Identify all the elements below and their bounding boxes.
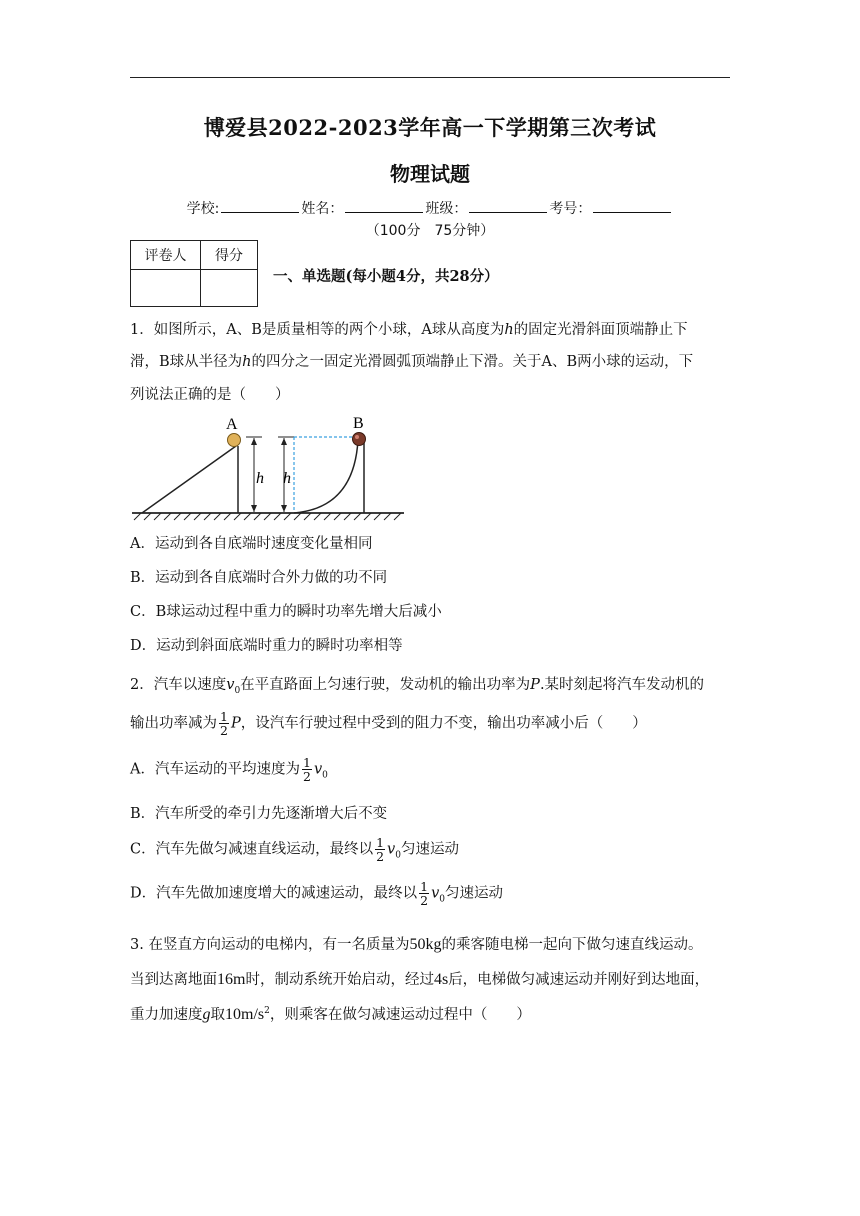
h-label-right: h	[283, 470, 291, 487]
exam-subtitle: 物理试题	[390, 162, 470, 186]
name-label: 姓名：	[301, 201, 344, 217]
q2-option-a: A．汽车运动的平均速度为 $\frac{1}{2}$ $v_0$	[130, 755, 328, 784]
id-field[interactable]	[593, 200, 671, 213]
ground-hatching	[134, 513, 401, 520]
grader-cell[interactable]	[131, 270, 201, 307]
q1-stem-line3: 列说法正确的是（ ）	[130, 387, 290, 403]
q2-option-d: D．汽车先做加速度增大的减速运动，最终以 $\frac{1}{2}$ $v_0$匀速运动	[130, 879, 504, 908]
q1-option-d: D．运动到斜面底端时重力的瞬时功率相等	[130, 638, 403, 654]
grader-label: 评卷人	[131, 241, 201, 270]
school-label: 学校:	[186, 201, 220, 217]
quarter-arc	[294, 440, 358, 513]
label-a: A	[226, 416, 238, 433]
score-cell[interactable]	[201, 270, 258, 307]
fraction-half: $\frac{1}{2}$	[220, 709, 228, 738]
student-info-line	[0, 198, 860, 218]
ball-b	[353, 433, 366, 446]
q2-option-b: B．汽车所受的牵引力先逐渐增大后不变	[130, 806, 388, 822]
score-label: 得分	[201, 241, 258, 270]
q2-stem-line1: 2．汽车以速度$v_0$在平直路面上匀速行驶，发动机的输出功率为P.某时刻起将汽车发动机的	[130, 677, 705, 696]
class-label: 班级：	[425, 201, 468, 217]
q1-stem-line1: 1．如图所示，A、B是质量相等的两个小球，A球从高度为h的固定光滑斜面顶端静止下	[130, 322, 688, 338]
q1-figure	[128, 412, 408, 522]
q3-stem-line3: 重力加速度g取$10m/s^2$，则乘客在做匀减速运动过程中（ ）	[130, 1006, 531, 1023]
score-time: （100分 75分钟）	[365, 223, 495, 239]
school-field[interactable]	[221, 200, 299, 213]
h-label-left: h	[256, 470, 264, 487]
id-label: 考号：	[549, 201, 592, 217]
top-rule	[130, 77, 730, 78]
q1-option-a: A．运动到各自底端时速度变化量相同	[130, 536, 373, 552]
grade-table	[130, 240, 258, 307]
incline-surface	[142, 446, 236, 513]
class-field[interactable]	[469, 200, 547, 213]
q3-stem-line2: 当到达离地面16m时，制动系统开始启动，经过4s后，电梯做匀减速运动并刚好到达地面，	[130, 971, 710, 988]
q2-stem-line2: 输出功率减为 $\frac{1}{2}$ P，设汽车行驶过程中受到的阻力不变，输出功率减小后（ ）	[130, 709, 647, 738]
q3-stem-line1: 3. 在竖直方向运动的电梯内，有一名质量为50kg的乘客随电梯一起向下做匀速直线运动。	[130, 936, 703, 953]
q1-option-c: C．B球运动过程中重力的瞬时功率先增大后减小	[130, 604, 442, 620]
name-field[interactable]	[345, 200, 423, 213]
exam-title: 博爱县2022-2023学年高一下学期第三次考试	[203, 115, 657, 140]
ball-a	[228, 434, 241, 447]
ball-b-highlight	[355, 435, 359, 439]
q1-option-b: B．运动到各自底端时合外力做的功不同	[130, 570, 388, 586]
section-title: 一、单选题(每小题4分，共28分）	[273, 268, 499, 285]
q2-option-c: C．汽车先做匀减速直线运动，最终以 $\frac{1}{2}$ $v_0$匀速运动	[130, 835, 459, 864]
q1-stem-line2: 滑，B球从半径为h的四分之一固定光滑圆弧顶端静止下滑。关于A、B两小球的运动，下	[130, 354, 694, 370]
label-b: B	[353, 415, 364, 432]
